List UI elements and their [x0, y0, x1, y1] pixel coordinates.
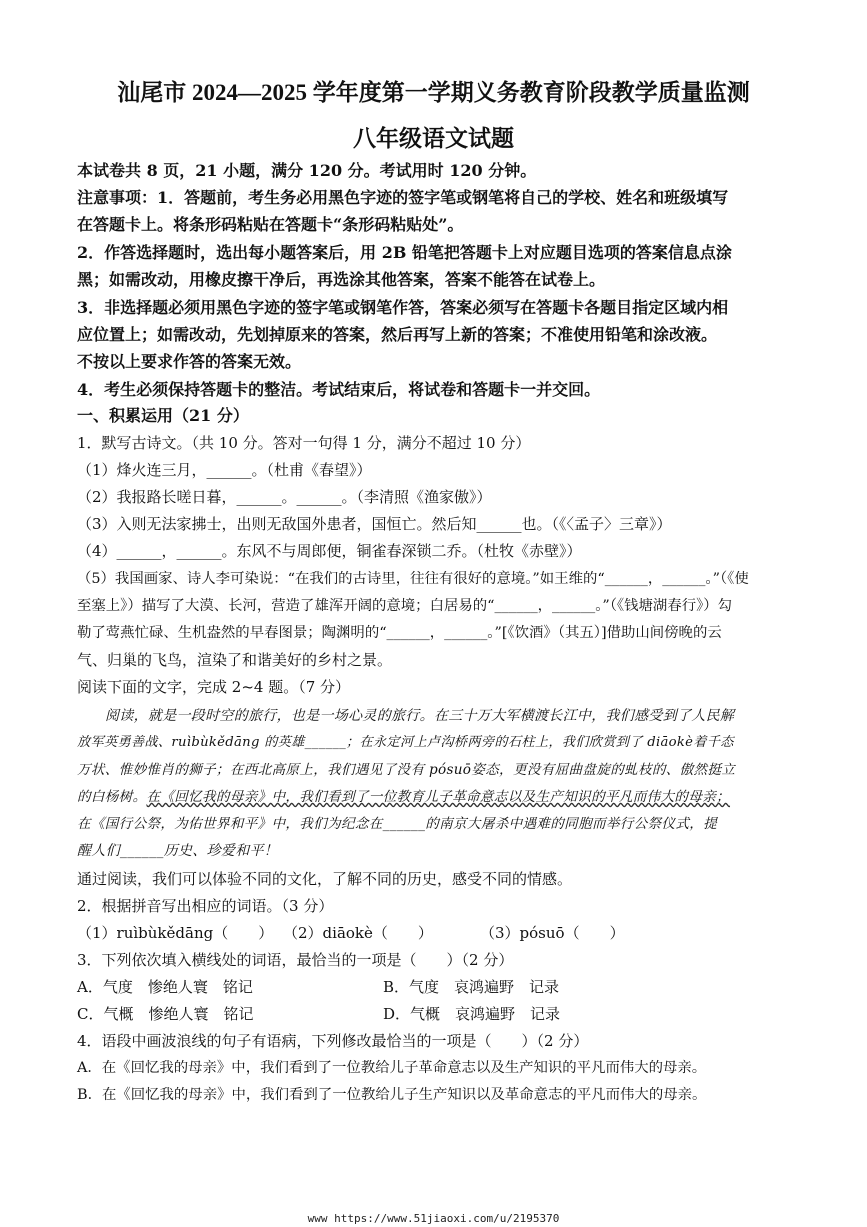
question-1-4: （4）______，______。东风不与周郎便，铜雀春深锁二乔。（杜牧《赤壁》）: [77, 542, 582, 560]
question-2-3: （3）pósuō（ ）: [480, 924, 625, 942]
notice-2: 2．作答选择题时，选出每小题答案后，用 2B 铅笔把答题卡上对应题目选项的答案信息点涂: [77, 243, 732, 262]
notice-1-cont: 在答题卡上。将条形码粘贴在答题卡“条形码粘贴处”。: [77, 215, 464, 234]
option-3-a: A．气度 惨绝人寰 铭记: [77, 978, 253, 996]
passage-summary: 通过阅读，我们可以体验不同的文化，了解不同的历史，感受不同的情感。: [77, 870, 573, 888]
wavy-sentence: 在《回忆我的母亲》中，我们看到了一位教育儿子革命意志以及生产知识的平凡而伟大的母亲；: [146, 789, 731, 805]
question-2-1: （1）ruìbùkědāng（ ）: [77, 924, 274, 942]
option-3-d: D．气概 哀鸿遍野 记录: [383, 1005, 561, 1023]
question-3: 3．下列依次填入横线处的词语，最恰当的一项是（ ）（2 分）: [77, 951, 514, 969]
passage-line-2: 放军英勇善战、ruìbùkědāng 的英雄______；在永定河上卢沟桥两旁的石柱上，我们欣赏到了 diāokè着千态: [77, 735, 734, 750]
watermark-url: www https://www.51jiaoxi.com/u/2195370: [307, 1212, 560, 1225]
question-1: 1．默写古诗文。（共 10 分。答对一句得 1 分，满分不超过 10 分）: [77, 434, 531, 452]
question-2-2: （2）diāokè（ ）: [283, 924, 433, 942]
notice-2-cont: 黑；如需改动，用橡皮擦干净后，再选涂其他答案，答案不能答在试卷上。: [77, 270, 606, 289]
reading-instruction: 阅读下面的文字，完成 2~4 题。（7 分）: [77, 678, 351, 696]
question-1-2: （2）我报路长嗟日暮，______。______。（李清照《渔家傲》）: [77, 488, 492, 506]
passage-line-5: 在《国行公祭，为佑世界和平》中，我们为纪念在______的南京大屠杀中遇难的同胞而举行公祭仪式，提: [77, 816, 718, 832]
option-3-b: B．气度 哀鸿遍野 记录: [383, 978, 560, 996]
question-1-5-line2: 至塞上》）描写了大漠、长河，营造了雄浑开阔的意境；白居易的“______，______。”（《钱塘湖春行》）勾: [77, 598, 733, 614]
passage-line-1: 阅读，就是一段时空的旅行，也是一场心灵的旅行。在三十万大军横渡长江中，我们感受到了人民解: [105, 708, 735, 724]
notice-3-end: 不按以上要求作答的答案无效。: [77, 352, 302, 371]
question-1-5-line4: 气、归巢的飞鸟，渲染了和谐美好的乡村之景。: [77, 651, 393, 669]
question-4: 4．语段中画波浪线的句子有语病，下列修改最恰当的一项是（ ）（2 分）: [77, 1032, 589, 1050]
question-1-5: （5）我国画家、诗人李可染说：“在我们的古诗里，往往有很好的意境。”如王维的“______，______。”（《使: [77, 571, 749, 587]
option-4-a: A．在《回忆我的母亲》中，我们看到了一位教给儿子革命意志以及生产知识的平凡而伟大的母亲。: [77, 1060, 707, 1076]
exam-subtitle: 八年级语文试题: [353, 126, 514, 151]
notice-1: 注意事项：1．答题前，考生务必用黑色字迹的签字笔或钢笔将自己的学校、姓名和班级填写: [77, 188, 729, 207]
notice-3: 3．非选择题必须用黑色字迹的签字笔或钢笔作答，答案必须写在答题卡各题目指定区域内相: [77, 298, 729, 317]
question-2: 2．根据拼音写出相应的词语。（3 分）: [77, 897, 334, 915]
section-heading: 一、积累运用（21 分）: [77, 406, 249, 425]
option-4-b: B．在《回忆我的母亲》中，我们看到了一位教给儿子生产知识以及革命意志的平凡而伟大的母亲。: [77, 1087, 707, 1103]
exam-title: 汕尾市 2024—2025 学年度第一学期义务教育阶段教学质量监测: [117, 80, 750, 105]
passage-line-3: 万状、惟妙惟肖的狮子；在西北高原上，我们遇见了没有 pósuō姿态，更没有屈曲盘旋的虬枝的、傲然挺立: [77, 762, 736, 778]
question-1-5-line3: 勒了莺燕忙碌、生机盎然的早春图景；陶渊明的“______，______。”[《饮酒》（其五）]借助山间傍晚的云: [77, 625, 722, 641]
notice-4: 4．考生必须保持答题卡的整洁。考试结束后，将试卷和答题卡一并交回。: [77, 380, 601, 399]
notice-3-cont: 应位置上；如需改动，先划掉原来的答案，然后再写上新的答案；不准使用铅笔和涂改液。: [77, 325, 718, 344]
option-3-c: C．气概 惨绝人寰 铭记: [77, 1005, 254, 1023]
passage-line-4: [77, 787, 730, 807]
question-1-1: （1）烽火连三月，______。（杜甫《春望》）: [77, 461, 372, 479]
exam-info: 本试卷共 8 页，21 小题，满分 120 分。考试用时 120 分钟。: [77, 161, 537, 180]
passage-line-4-start: 的白杨树。: [77, 789, 147, 805]
question-1-3: （3）入则无法家拂士，出则无敌国外患者，国恒亡。然后知______也。（《〈孟子〉三章》）: [77, 515, 672, 533]
passage-line-6: 醒人们______历史、珍爱和平！: [77, 843, 279, 859]
